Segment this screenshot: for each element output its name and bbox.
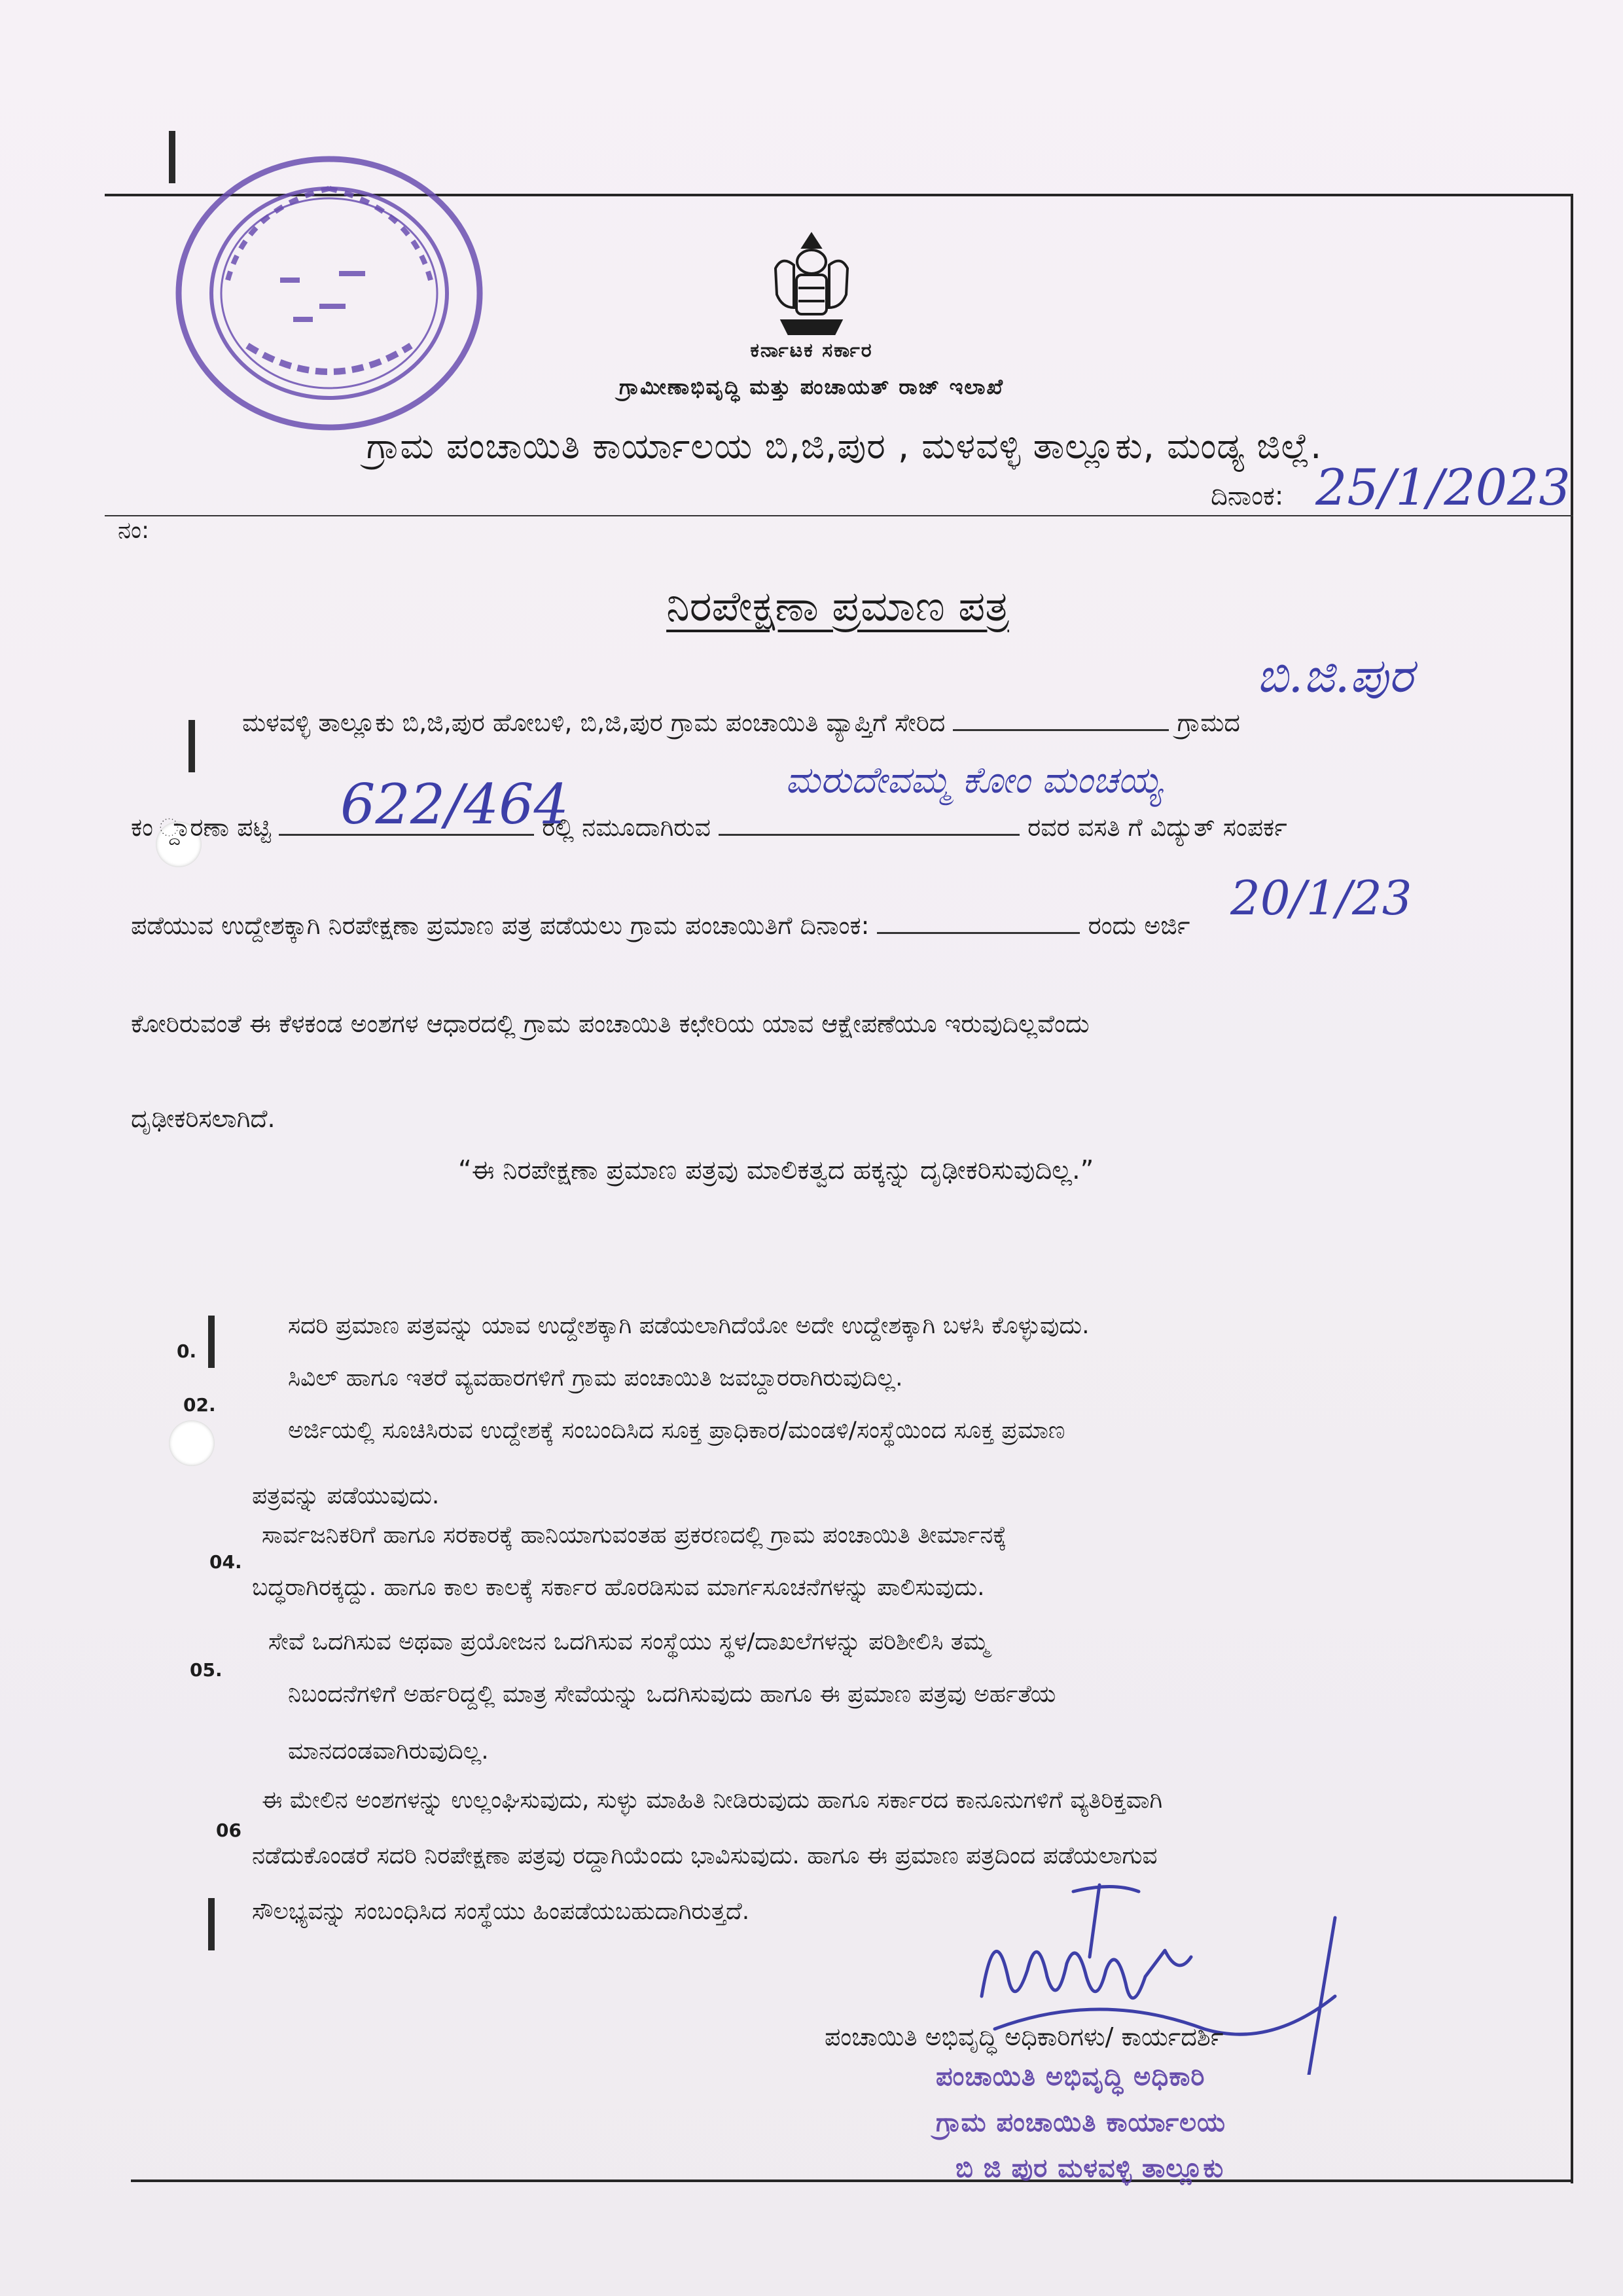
karnataka-emblem-icon [762,229,861,340]
margin-mark [208,1898,215,1950]
condition-02: ಸಿವಿಲ್ ಹಾಗೂ ಇತರೆ ವ್ಯವಹಾರಗಳಿಗೆ ಗ್ರಾಮ ಪಂಚಾಯಿತಿ ಜವಬ್ದಾರರಾಗಿರುವುದಿಲ್ಲ. [288,1365,903,1391]
official-stamp-line-3: ಬಿ ಜಿ ಪುರ ಮಳವಳ್ಳಿ ತಾಲ್ಲೂಕು [955,2153,1224,2183]
body-line-5: ದೃಢೀಕರಿಸಲಾಗಿದೆ. [131,1104,276,1133]
punch-hole-bottom [169,1420,215,1466]
margin-mark [188,720,195,772]
official-stamp-line-1: ಪಂಚಾಯಿತಿ ಅಭಿವೃದ್ಧಿ ಅಧಿಕಾರಿ [936,2062,1205,2092]
disclaimer-quote: “ಈ ನಿರಪೇಕ್ಷಣಾ ಪ್ರಮಾಣ ಪತ್ರವು ಮಾಲಿಕತ್ವದ ಹಕ್ಕನ್ನು ದೃಢೀಕರಿಸುವುದಿಲ್ಲ.” [458,1155,1094,1185]
office-name: ಗ್ರಾಮ ಪಂಚಾಯಿತಿ ಕಾರ್ಯಾಲಯ ಬಿ,ಜಿ,ಪುರ , ಮಳವಳ್ಳಿ ತಾಲ್ಲೂಕು, ಮಂಡ್ಯ ಜಿಲ್ಲೆ. [366,425,1323,467]
government-name: ಕರ್ನಾಟಕ ಸರ್ಕಾರ [750,339,873,362]
body-line-1-suffix: ಗ್ರಾಮದ [1177,708,1240,737]
reference-number-label: ನಂ: [118,517,150,544]
condition-number: 0. [177,1340,197,1362]
department-name: ಗ್ರಾಮೀಣಾಭಿವೃದ್ಧಿ ಮತ್ತು ಪಂಚಾಯತ್ ರಾಜ್ ಇಲಾಖೆ [618,374,1005,399]
village-handwritten: ಬಿ.ಜಿ.ಪುರ [1257,648,1414,703]
official-stamp-line-2: ಗ್ರಾಮ ಪಂಚಾಯಿತಿ ಕಾರ್ಯಾಲಯ [936,2108,1226,2138]
village-blank [953,729,1169,731]
owner-name-handwritten: ಮರುದೇವಮ್ಮ ಕೋಂ ಮಂಚಯ್ಯ [785,759,1162,802]
owner-blank [719,834,1020,836]
circular-seal-icon [169,149,490,437]
body-line-2 [131,815,1287,840]
body-line-4: ಕೋರಿರುವಂತೆ ಈ ಕೆಳಕಂಡ ಅಂಶಗಳ ಆಧಾರದಲ್ಲಿ ಗ್ರಾಮ ಪಂಚಾಯಿತಿ ಕಛೇರಿಯ ಯಾವ ಆಕ್ಷೇಪಣೆಯೂ ಇರುವುದಿಲ್ಲವೆಂದು [131,1009,1090,1038]
body-line-2-suffix: ರವರ ವಸತಿ ಗೆ ವಿದ್ಯುತ್ ಸಂಪರ್ಕ [1027,813,1287,842]
condition-number: 02. [183,1394,216,1416]
body-line-3 [131,913,1190,938]
condition-03-line-1: ಅರ್ಜಿಯಲ್ಲಿ ಸೂಚಿಸಿರುವ ಉದ್ದೇಶಕ್ಕೆ ಸಂಬಂದಿಸಿದ ಸೂಕ್ತ ಪ್ರಾಧಿಕಾರ/ಮಂಡಳಿ/ಸಂಸ್ಥೆಯಿಂದ ಸೂಕ್ತ ಪ್ರಮಾಣ [288,1417,1065,1444]
application-date-handwritten: 20/1/23 [1230,870,1412,925]
body-line-1-text: ಮಳವಳ್ಳಿ ತಾಲ್ಲೂಕು ಬಿ,ಜಿ,ಪುರ ಹೋಬಳಿ, ಬಿ,ಜಿ,ಪುರ ಗ್ರಾಮ ಪಂಚಾಯಿತಿ ವ್ಯಾಪ್ತಿಗೆ ಸೇರಿದ [242,708,946,737]
date-label: ದಿನಾಂಕ: [1211,481,1284,511]
assessment-number-handwritten: 622/464 [340,772,569,836]
condition-01: ಸದರಿ ಪ್ರಮಾಣ ಪತ್ರವನ್ನು ಯಾವ ಉದ್ದೇಶಕ್ಕಾಗಿ ಪಡೆಯಲಾಗಿದೆಯೋ ಅದೇ ಉದ್ದೇಶಕ್ಕಾಗಿ ಬಳಸಿ ಕೊಳ್ಳುವುದು. [288,1312,1090,1339]
condition-04-line-1: ಸಾರ್ವಜನಿಕರಿಗೆ ಹಾಗೂ ಸರಕಾರಕ್ಕೆ ಹಾನಿಯಾಗುವಂತಹ ಪ್ರಕರಣದಲ್ಲಿ ಗ್ರಾಮ ಪಂಚಾಯಿತಿ ತೀರ್ಮಾನಕ್ಕೆ [262,1522,1007,1549]
margin-mark [208,1316,215,1368]
condition-04-line-2: ಬದ್ಧರಾಗಿರಕ್ಕದ್ದು. ಹಾಗೂ ಕಾಲ ಕಾಲಕ್ಕೆ ಸರ್ಕಾರ ಹೊರಡಿಸುವ ಮಾರ್ಗಸೂಚನೆಗಳನ್ನು ಪಾಲಿಸುವುದು. [252,1574,985,1601]
condition-03-line-2: ಪತ್ರವನ್ನು ಪಡೆಯುವುದು. [252,1482,440,1509]
condition-05-line-3: ಮಾನದಂಡವಾಗಿರುವುದಿಲ್ಲ. [288,1738,489,1765]
document-title: ನಿರಪೇಕ್ಷಣಾ ಪ್ರಮಾಣ ಪತ್ರ [666,583,1009,631]
date-value-handwritten: 25/1/2023 [1315,458,1571,516]
condition-05-line-1: ಸೇವೆ ಒದಗಿಸುವ ಅಥವಾ ಪ್ರಯೋಜನ ಒದಗಿಸುವ ಸಂಸ್ಥೆಯು ಸ್ಥಳ/ದಾಖಲೆಗಳನ್ನು ಪರಿಶೀಲಿಸಿ ತಮ್ಮ [268,1628,989,1655]
frame-right-line [1571,194,1573,2183]
condition-number: 05. [190,1659,223,1681]
application-date-blank [877,932,1080,934]
condition-05-line-2: ನಿಬಂದನೆಗಳಿಗೆ ಅರ್ಹರಿದ್ದಲ್ಲಿ ಮಾತ್ರ ಸೇವೆಯನ್ನು ಒದಗಿಸುವುದು ಹಾಗೂ ಈ ಪ್ರಮಾಣ ಪತ್ರವು ಅರ್ಹತೆಯ [288,1681,1056,1708]
body-line-3-suffix: ರಂದು ಅರ್ಜಿ [1088,911,1190,940]
condition-06-line-3: ಸೌಲಭ್ಯವನ್ನು ಸಂಬಂಧಿಸಿದ ಸಂಸ್ಥೆಯು ಹಿಂಪಡೆಯಬಹುದಾಗಿರುತ್ತದೆ. [252,1898,750,1925]
body-line-1 [242,710,1240,735]
condition-06-line-2: ನಡೆದುಕೊಂಡರೆ ಸದರಿ ನಿರಪೇಕ್ಷಣಾ ಪತ್ರವು ರದ್ದಾಗಿಯೆಂದು ಭಾವಿಸುವುದು. ಹಾಗೂ ಈ ಪ್ರಮಾಣ ಪತ್ರದಿಂದ ಪಡೆಯಲಾಗುವ [252,1842,1158,1869]
frame-bottom-line [131,2179,1573,2182]
signatory-title: ಪಂಚಾಯಿತಿ ಅಭಿವೃದ್ಧಿ ಅಧಿಕಾರಿಗಳು/ ಕಾರ್ಯದರ್ಶಿ [825,2022,1224,2051]
condition-number: 04. [209,1551,242,1573]
body-line-2-mid: ರಲ್ಲಿ ನಮೂದಾಗಿರುವ [542,813,711,842]
condition-number: 06 [216,1820,241,1841]
body-line-2-prefix: ಕಂ ್ದಾರಣಾ ಪಟ್ಟಿ [131,813,272,842]
condition-06-line-1: ಈ ಮೇಲಿನ ಅಂಶಗಳನ್ನು ಉಲ್ಲಂಘಿಸುವುದು, ಸುಳ್ಳು ಮಾಹಿತಿ ನೀಡಿರುವುದು ಹಾಗೂ ಸರ್ಕಾರದ ಕಾನೂನುಗಳಿಗೆ ವ್ಯತಿರಿಕ್ತವಾಗಿ [262,1787,1163,1814]
body-line-3-text: ಪಡೆಯುವ ಉದ್ದೇಶಕ್ಕಾಗಿ ನಿರಪೇಕ್ಷಣಾ ಪ್ರಮಾಣ ಪತ್ರ ಪಡೆಯಲು ಗ್ರಾಮ ಪಂಚಾಯಿತಿಗೆ ದಿನಾಂಕ: [131,911,870,940]
